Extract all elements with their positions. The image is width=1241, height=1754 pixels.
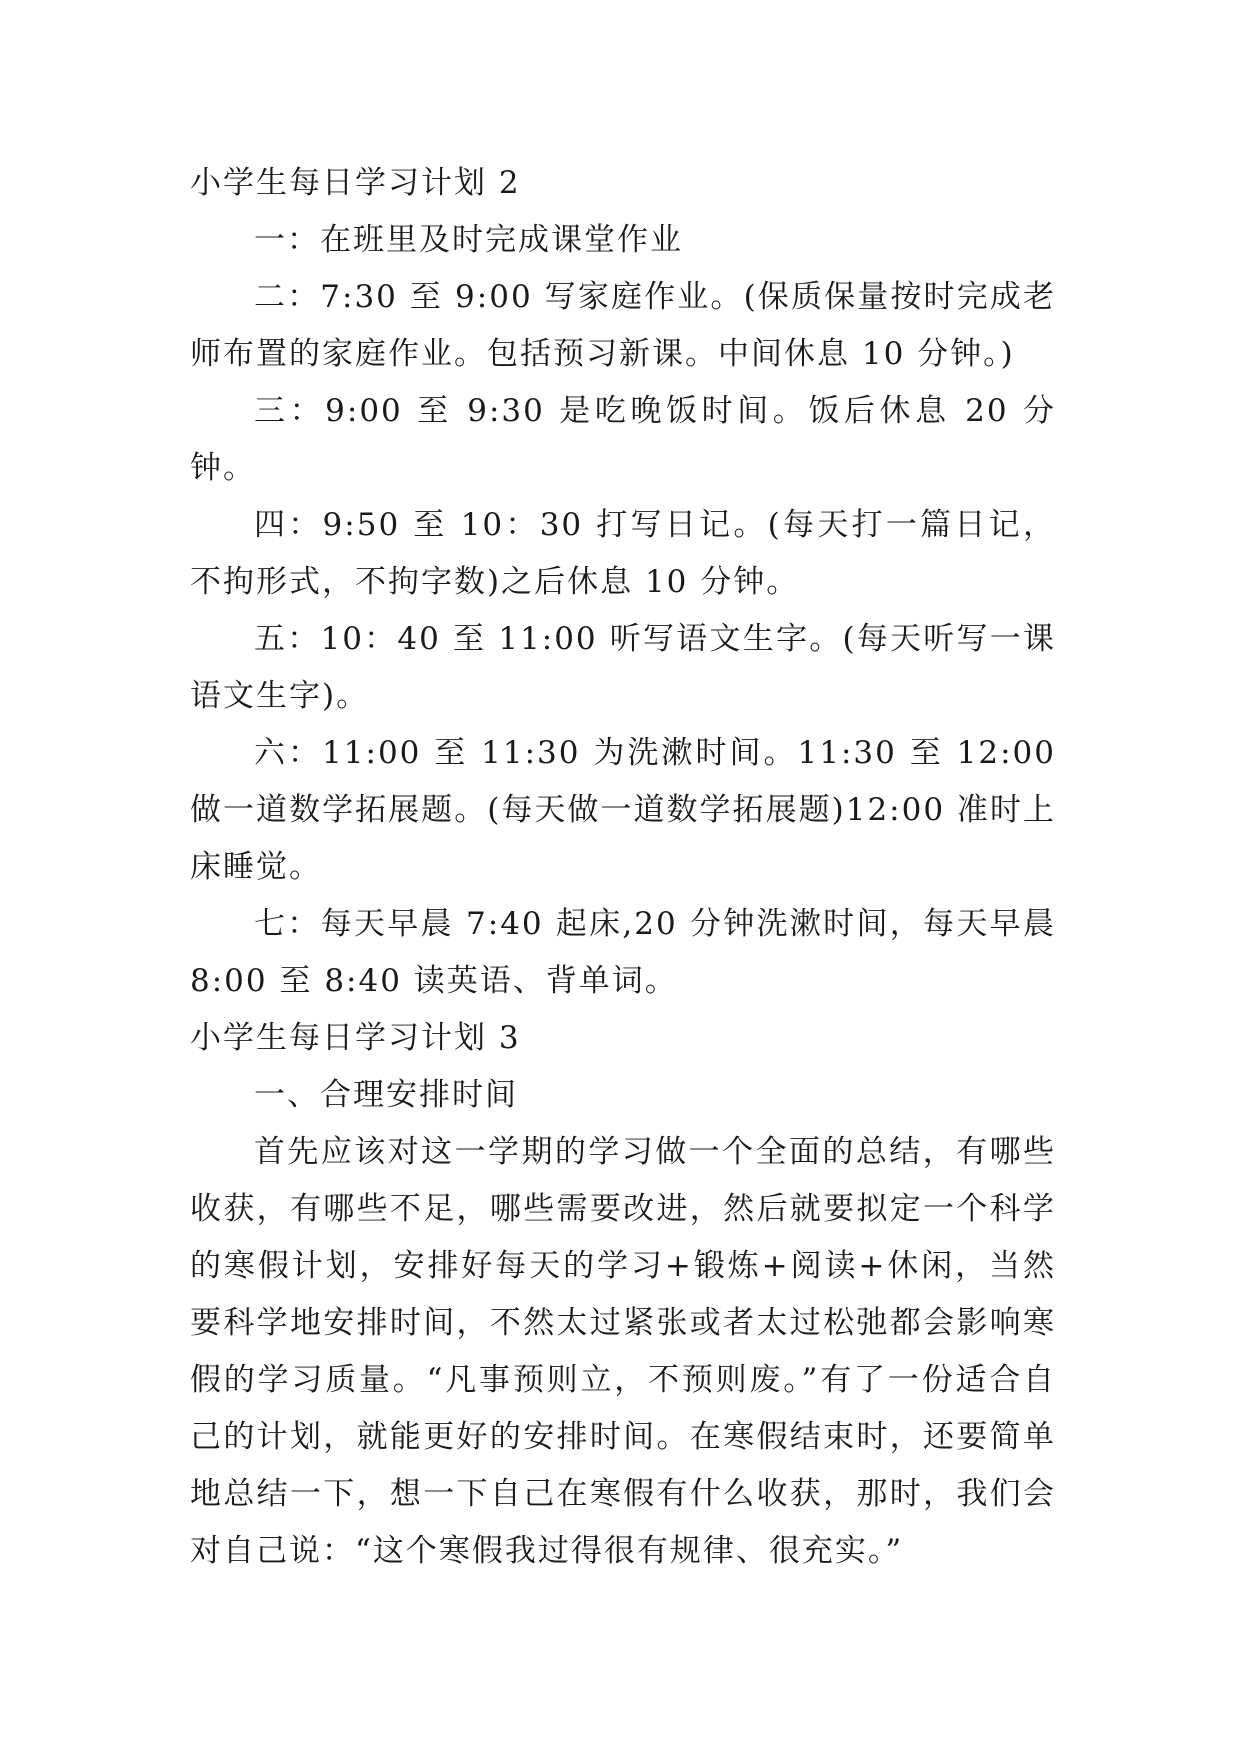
section-2-item-1: 一：在班里及时完成课堂作业 bbox=[254, 222, 683, 258]
section-2-item-3: 三：9:00 至 9:30 是吃晚饭时间。饭后休息 20 分钟。 bbox=[190, 393, 1056, 486]
section-2-item-6: 六：11:00 至 11:30 为洗漱时间。11:30 至 12:00 做一道数学拓展题。(每天做一道数学拓展题)12:00 准时上床睡觉。 bbox=[190, 735, 1056, 885]
section-2-item-4: 四：9:50 至 10：30 打写日记。(每天打一篇日记，不拘形式，不拘字数)之后休息 10 分钟。 bbox=[190, 507, 1056, 600]
section-2-item-2: 二：7:30 至 9:00 写家庭作业。(保质保量按时完成老师布置的家庭作业。包括预习新课。中间休息 10 分钟。) bbox=[190, 279, 1056, 372]
section-3-title: 小学生每日学习计划 3 bbox=[190, 1020, 521, 1056]
section-3-paragraph: 首先应该对这一学期的学习做一个全面的总结，有哪些收获，有哪些不足，哪些需要改进，然后就要拟定一个科学的寒假计划，安排好每天的学习+锻炼+阅读+休闲，当然要科学地安排时间，不然太过紧张或者太过松弛都会影响寒假的学习质量。“凡事预则立，不预则废。”有了一份适合自己的计划，就能更好的安排时间。在寒假结束时，还要简单地总结一下，想一下自己在寒假有什么收获，那时，我们会对自己说：“这个寒假我过得很有规律、很充实。” bbox=[190, 1134, 1056, 1569]
section-3-subheading: 一、合理安排时间 bbox=[254, 1077, 518, 1113]
section-2-item-5: 五：10：40 至 11:00 听写语文生字。(每天听写一课语文生字)。 bbox=[190, 621, 1056, 714]
section-2-item-7: 七：每天早晨 7:40 起床,20 分钟洗漱时间，每天早晨 8:00 至 8:40 读英语、背单词。 bbox=[190, 906, 1056, 999]
section-2-title: 小学生每日学习计划 2 bbox=[190, 165, 521, 201]
document-body bbox=[190, 155, 1056, 1580]
